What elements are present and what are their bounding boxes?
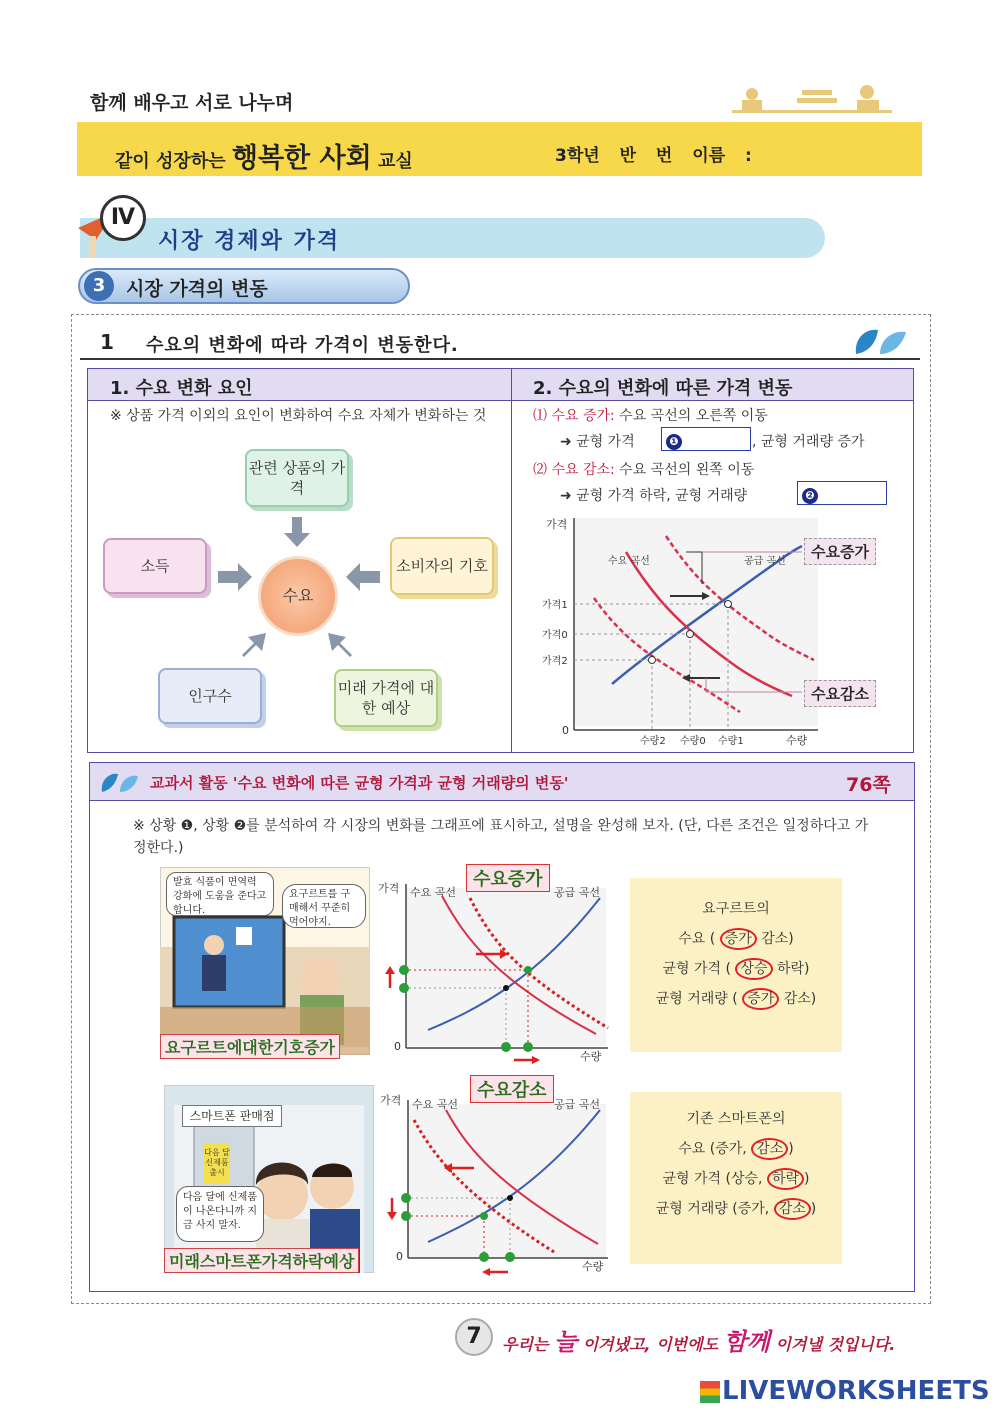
factor-arrows: [200, 505, 400, 675]
case1-answer-demand[interactable]: 증가: [720, 928, 757, 950]
section-title: 시장 가격의 변동: [126, 278, 268, 300]
qty-tick-2: 수량2: [640, 736, 666, 747]
header-motto: 함께 배우고 서로 나누며: [90, 92, 294, 114]
case1-origin: 0: [394, 1040, 401, 1053]
arrow-down-icon: [387, 1212, 397, 1220]
qty-tick-1: 수량1: [718, 736, 744, 747]
comic-speech-bubble-1: 발효 식품이 면역력 강화에 도움을 준다고 합니다.: [166, 872, 274, 916]
student-info: 3학년 반 번 이름 :: [555, 146, 752, 166]
factor-income: 소득: [103, 538, 207, 594]
case2-origin: 0: [396, 1250, 403, 1263]
leaf-icon: [100, 770, 140, 794]
price-tick-2: 가격2: [542, 656, 568, 667]
price-tick-0: 가격0: [542, 630, 568, 641]
arrow-left-icon: [482, 1268, 490, 1276]
case1-graph: [376, 870, 616, 1065]
liveworksheets-logo[interactable]: LIVEWORKSHEETS: [700, 1376, 990, 1406]
class-title: 같이 성장하는 행복한 사회 교실: [115, 143, 413, 174]
arrow-up-icon: [385, 966, 395, 974]
comic-poster: 다음 달 신제품 출시: [204, 1148, 230, 1177]
topic-number: 1: [100, 330, 114, 354]
case2-result: ➜ 균형 가격 하락, 균형 거래량: [560, 488, 748, 504]
case1-caption: 요구르트에대한기호증가: [160, 1034, 340, 1059]
chapter-number: Ⅳ: [100, 195, 146, 241]
tag-demand-decrease: 수요감소: [804, 680, 876, 707]
case1-answer-price[interactable]: 상승: [735, 958, 772, 980]
demand-center: 수요: [258, 556, 338, 636]
case2-x-axis: 수량: [582, 1260, 604, 1273]
left-panel-heading: 1. 수요 변화 요인: [110, 378, 253, 399]
footer-slogan: 우리는 늘 이겨냈고, 이번에도 함께 이겨낼 것입니다.: [502, 1328, 896, 1356]
y-axis-label: 가격: [546, 518, 568, 531]
case1-graph-tag: 수요증가: [466, 864, 550, 892]
arrow-right-icon: [218, 563, 252, 591]
factor-future-price: 미래 가격에 대한 예상: [334, 669, 438, 727]
case2-caption: 미래스마트폰가격하락예상: [164, 1248, 359, 1273]
case2-graph-tag: 수요감소: [470, 1075, 554, 1103]
activity-title: 교과서 활동 '수요 변화에 따른 균형 가격과 균형 거래량의 변동': [150, 774, 569, 792]
comic-speech-bubble-2: 요구르트를 구매해서 꾸준히 먹어야지.: [282, 884, 366, 928]
case1-answer-quantity[interactable]: 증가: [742, 988, 779, 1010]
case1-x-axis: 수량: [580, 1050, 602, 1063]
answer-blank-1[interactable]: ❶: [661, 427, 751, 451]
case2-answer-quantity[interactable]: 감소: [774, 1198, 811, 1220]
case2-row: ⑵ 수요 감소: 수요 곡선의 왼쪽 이동: [533, 462, 755, 478]
case1-y-axis: 가격: [378, 882, 400, 895]
origin-label: 0: [562, 724, 569, 737]
case2-supply-label: 공급 곡선: [554, 1098, 601, 1111]
leaf-icon: [852, 324, 908, 356]
comic-speech-bubble-3: 다음 달에 신제품이 나온다니까 지금 사지 말자.: [176, 1186, 264, 1242]
case1-answer-card: 요구르트의 수요 ( 증가 감소) 균형 가격 ( 상승 하락) 균형 거래량 ( 증가 감소): [630, 878, 842, 1052]
arrow-left-icon: [346, 563, 380, 591]
case2-answer-demand[interactable]: 감소: [751, 1138, 788, 1160]
header-decoration-icon: [722, 80, 902, 122]
case2-y-axis: 가격: [380, 1094, 402, 1107]
price-tick-1: 가격1: [542, 600, 568, 611]
liveworksheets-icon: [700, 1381, 720, 1403]
store-sign: 스마트폰 판매점: [182, 1105, 282, 1127]
page-number: 7: [455, 1318, 493, 1356]
activity-instruction: ※ 상황 ❶, 상황 ❷를 분석하여 각 시장의 변화를 그래프에 표시하고, 설명을 완성해 보자. (단, 다른 조건은 일정하다고 가정한다.): [133, 818, 869, 856]
activity-page: 76쪽: [846, 774, 891, 796]
case1-row: ⑴ 수요 증가: 수요 곡선의 오른쪽 이동: [533, 408, 768, 424]
chapter-title: 시장 경제와 가격: [158, 229, 341, 254]
qty-tick-0: 수량0: [680, 736, 706, 747]
arrow-up-left-icon: [328, 633, 352, 657]
arrow-down-icon: [284, 517, 310, 547]
case1-demand-label: 수요 곡선: [410, 886, 457, 899]
answer-blank-2[interactable]: ❷: [797, 481, 887, 505]
case2-answer-card: 기존 스마트폰의 수요 (증가, 감소 ) 균형 가격 (상승, 하락 ) 균형 거래량 (증가, 감소 ): [630, 1092, 842, 1264]
case1-supply-label: 공급 곡선: [554, 886, 601, 899]
factor-preference: 소비자의 기호: [390, 537, 494, 595]
tag-demand-increase: 수요증가: [804, 538, 876, 565]
arrow-right-icon: [532, 1056, 540, 1064]
topic-title: 수요의 변화에 따라 가격이 변동한다.: [146, 335, 459, 356]
section-number: 3: [84, 271, 114, 301]
right-panel-heading: 2. 수요의 변화에 따른 가격 변동: [533, 378, 793, 399]
arrow-up-right-icon: [242, 633, 266, 657]
case1-result-b: , 균형 거래량 증가: [752, 434, 865, 450]
factor-population: 인구수: [158, 668, 262, 724]
case2-demand-label: 수요 곡선: [412, 1098, 459, 1111]
factor-related-goods: 관련 상품의 가격: [245, 449, 349, 507]
case2-answer-price[interactable]: 하락: [767, 1168, 804, 1190]
demand-curve-label: 수요 곡선: [608, 556, 650, 567]
case1-result-a: ➜ 균형 가격: [560, 434, 635, 450]
demand-factor-note: ※ 상품 가격 이외의 요인이 변화하여 수요 자체가 변화하는 것: [110, 408, 487, 424]
supply-curve-label: 공급 곡선: [744, 556, 786, 567]
panel-divider: [511, 369, 512, 752]
case2-graph: [376, 1090, 616, 1278]
x-axis-label: 수량: [786, 734, 808, 747]
